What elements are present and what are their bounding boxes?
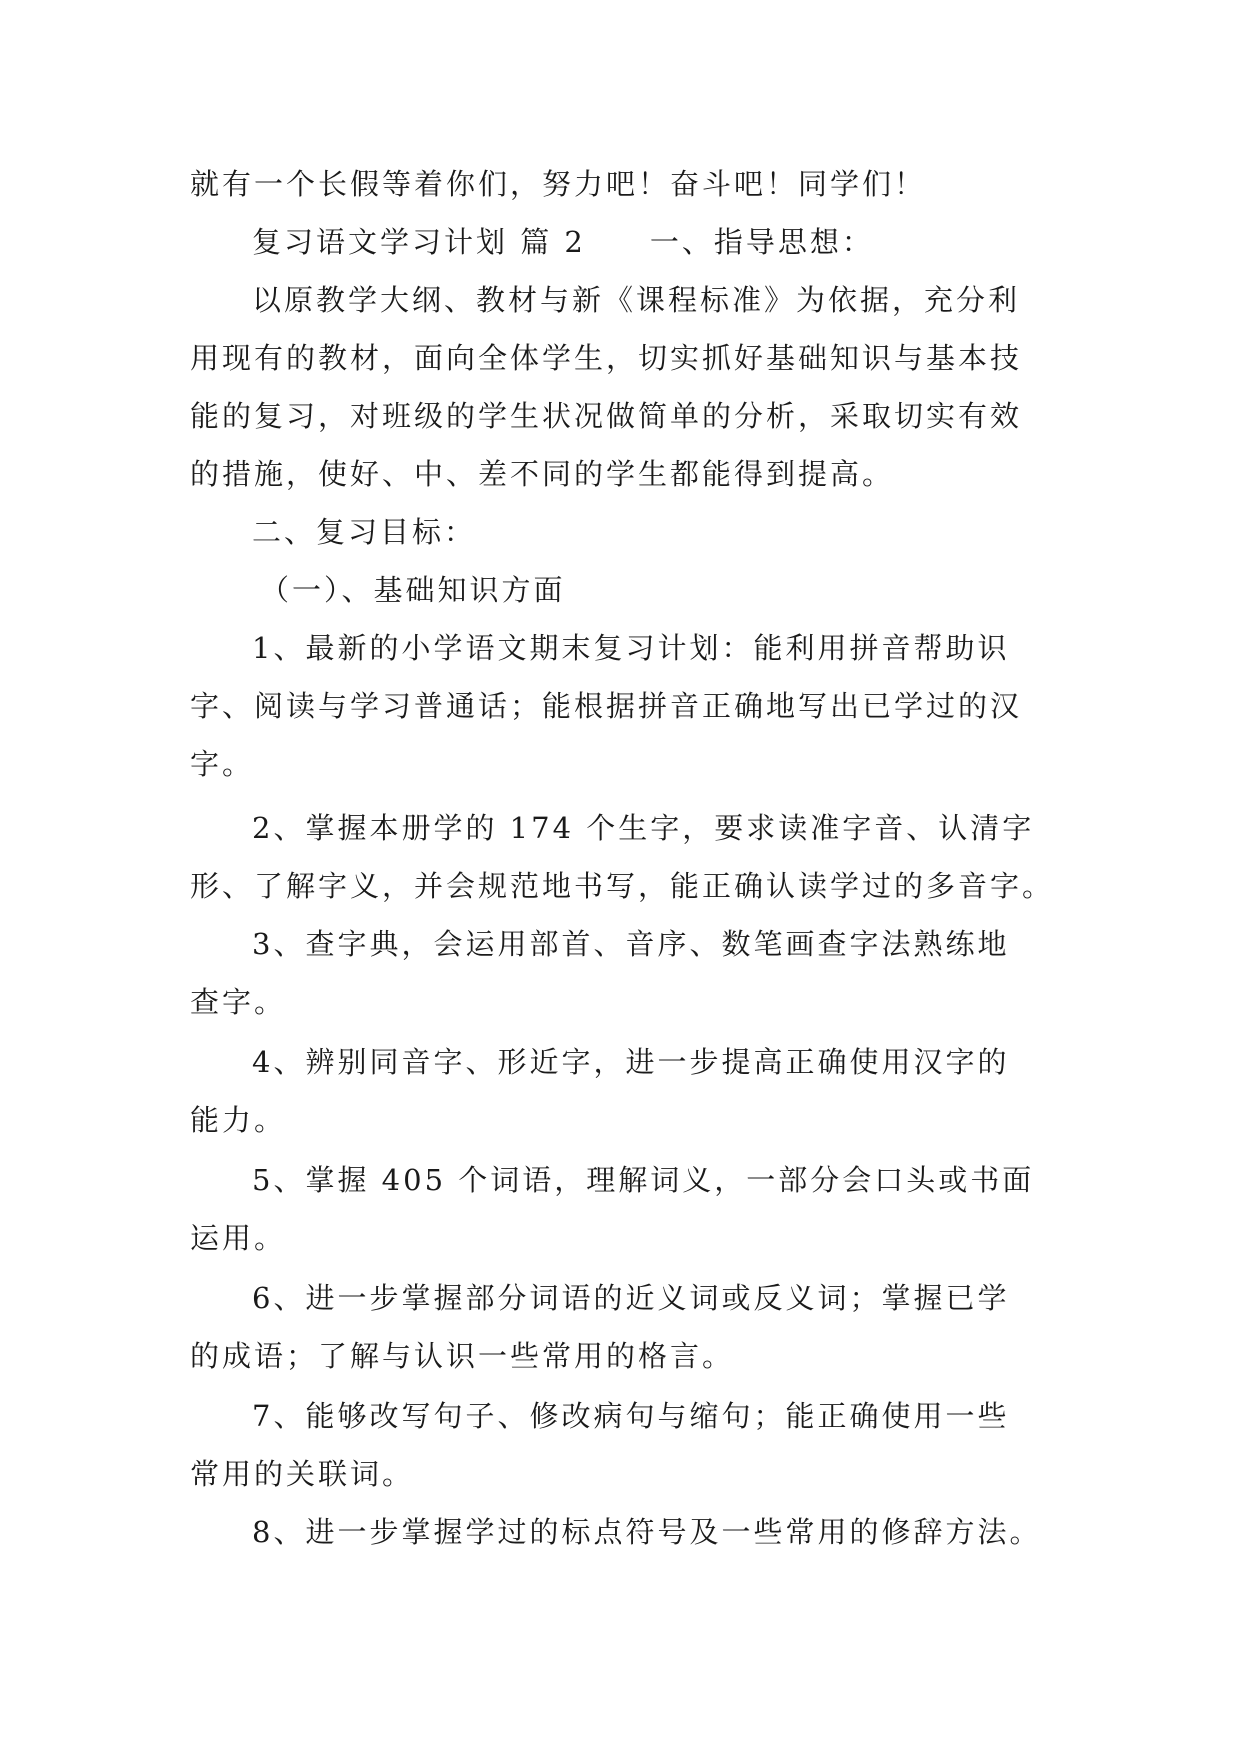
text-line: 就有一个长假等着你们，努力吧！奋斗吧！同学们！ [190,167,927,201]
list-item-line: 能力。 [190,1103,287,1137]
list-item-line: 8、进一步掌握学过的标点符号及一些常用的修辞方法。 [252,1515,1042,1549]
paragraph-line: 的措施，使好、中、差不同的学生都能得到提高。 [190,457,895,491]
list-item-line: 7、能够改写句子、修改病句与缩句；能正确使用一些 [252,1399,1010,1433]
list-item-line: 运用。 [190,1221,287,1255]
list-item-line: 字。 [190,747,255,781]
list-item-line: 4、辨别同音字、形近字，进一步提高正确使用汉字的 [252,1045,1010,1079]
section-heading: 复习语文学习计划 篇 2 一、指导思想： [252,225,874,259]
list-item-line: 常用的关联词。 [190,1457,415,1491]
paragraph-line: 用现有的教材，面向全体学生，切实抓好基础知识与基本技 [190,341,1023,375]
list-item-line: 2、掌握本册学的 174 个生字，要求读准字音、认清字 [252,811,1035,845]
list-item-line: 6、进一步掌握部分词语的近义词或反义词；掌握已学 [252,1281,1010,1315]
subsection-heading: （一）、基础知识方面 [260,573,566,607]
list-item-line: 查字。 [190,985,287,1019]
list-item-line: 3、查字典，会运用部首、音序、数笔画查字法熟练地 [252,927,1010,961]
paragraph-line: 能的复习，对班级的学生状况做简单的分析，采取切实有效 [190,399,1023,433]
paragraph-line: 以原教学大纲、教材与新《课程标准》为依据，充分利 [252,283,1021,317]
list-item-line: 形、了解字义，并会规范地书写，能正确认读学过的多音字。 [190,869,1055,903]
list-item-line: 字、阅读与学习普通话；能根据拼音正确地写出已学过的汉 [190,689,1023,723]
list-item-line: 5、掌握 405 个词语，理解词义，一部分会口头或书面 [252,1163,1035,1197]
list-item-line: 的成语；了解与认识一些常用的格言。 [190,1339,735,1373]
list-item-line: 1、最新的小学语文期末复习计划：能利用拼音帮助识 [252,631,1010,665]
section-heading: 二、复习目标： [252,515,477,549]
